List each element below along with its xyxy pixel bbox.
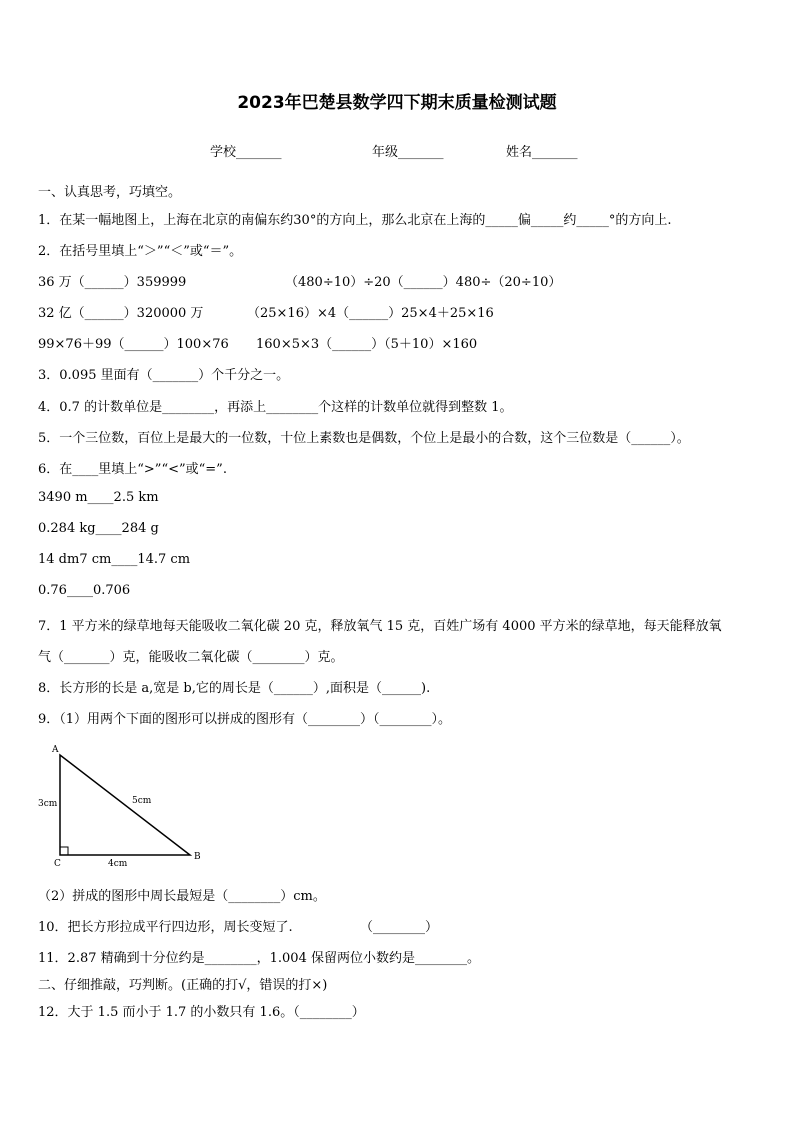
question-9: 9．（1）用两个下面的图形可以拼成的图形有（________）（________）。: [38, 712, 452, 727]
vertex-a-label: A: [52, 745, 59, 755]
question-12: 12．大于 1.5 而小于 1.7 的小数只有 1.6。（________）: [38, 1005, 365, 1020]
question-11: 11．2.87 精确到十分位约是________，1.004 保留两位小数约是________。: [38, 951, 480, 966]
section-2-heading: 二、仔细推敲，巧判断。(正确的打√，错误的打×): [38, 978, 328, 993]
right-angle-mark: [60, 847, 68, 855]
question-8: 8．长方形的长是 a,宽是 b,它的周长是（______）,面积是（______).: [38, 681, 431, 696]
right-triangle-figure: [30, 740, 220, 870]
vertex-c-label: C: [54, 859, 61, 869]
question-5: 5．一个三位数，百位上是最大的一位数，十位上素数也是偶数，个位上是最小的合数，这个三位数是（______）。: [38, 431, 690, 446]
question-6: 6．在____里填上“>”“<”或“=”.: [38, 462, 227, 477]
question-7-line-1: 7．1 平方米的绿草地每天能吸收二氧化碳 20 克，释放氧气 15 克，百姓广场有 4000 平方米的绿草地，每天能释放氧: [38, 619, 722, 634]
q6-row-2: 0.284 kg____284 g: [38, 521, 159, 536]
q2-row-2-right: （25×16）×4（______）25×4＋25×16: [247, 306, 494, 321]
school-field: 学校_______: [210, 145, 282, 160]
q2-row-3-right: 160×5×3（______）（5＋10）×160: [256, 337, 478, 352]
triangle-shape: [60, 755, 190, 855]
q6-row-4: 0.76____0.706: [38, 583, 131, 598]
grade-field: 年级_______: [372, 145, 444, 160]
name-field: 姓名_______: [506, 145, 578, 160]
side-ac-label: 3cm: [38, 799, 58, 809]
question-4: 4．0.7 的计数单位是________，再添上________个这样的计数单位就得到整数 1。: [38, 400, 513, 415]
question-7-line-2: 气（_______）克，能吸收二氧化碳（________）克。: [38, 650, 344, 665]
question-3: 3．0.095 里面有（_______）个千分之一。: [38, 368, 290, 383]
question-10-blank: （________）: [360, 920, 439, 935]
page-title: 2023年巴楚县数学四下期末质量检测试题: [237, 93, 557, 113]
vertex-b-label: B: [194, 852, 201, 862]
q2-row-2-left: 32 亿（______）320000 万: [38, 306, 204, 321]
question-9-part-2: （2）拼成的图形中周长最短是（________）cm。: [38, 889, 326, 904]
section-1-heading: 一、认真思考，巧填空。: [38, 185, 182, 200]
question-1: 1．在某一幅地图上，上海在北京的南偏东约30°的方向上，那么北京在上海的_____偏_____约_____°的方向上.: [38, 213, 672, 228]
q2-row-1-left: 36 万（______）359999: [38, 275, 187, 290]
side-ab-label: 5cm: [132, 796, 152, 806]
question-2: 2．在括号里填上“＞”“＜”或“＝”。: [38, 244, 243, 259]
side-cb-label: 4cm: [108, 859, 128, 869]
q2-row-1-right: （480÷10）÷20（______）480÷（20÷10）: [285, 275, 562, 290]
q6-row-1: 3490 m____2.5 km: [38, 490, 159, 505]
question-10: 10．把长方形拉成平行四边形，周长变短了.: [38, 920, 293, 935]
q6-row-3: 14 dm7 cm____14.7 cm: [38, 552, 191, 567]
q2-row-3-left: 99×76＋99（______）100×76: [38, 337, 229, 352]
